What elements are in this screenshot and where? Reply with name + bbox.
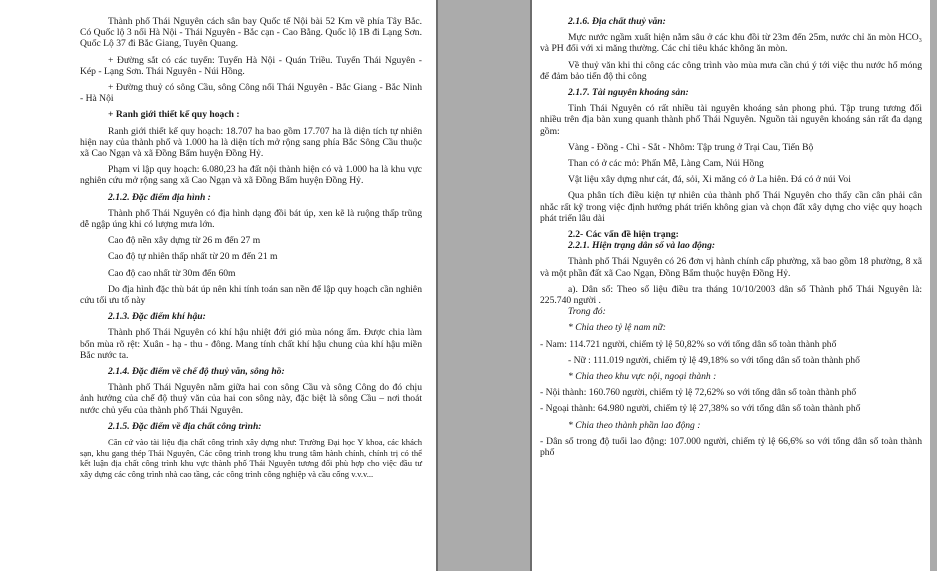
- paragraph: Phạm vi lập quy hoạch: 6.080,23 ha đất nội thành hiện có và 1.000 ha là khu vực nghiên cứu mở rộng sang xã Cao Ngạn và xã Đồng Bẩm huyện Đồng Hỷ.: [80, 164, 422, 187]
- paragraph: Qua phân tích điều kiện tự nhiên của thành phố Thái Nguyên cho thấy cần cân phải cân nhắc rất kỹ trong việc định hướng phát triển không gian và chọn đất xây dựng cho việc quy hoạch phát triển lâu dài: [540, 190, 922, 224]
- paragraph: Thành phố Thái Nguyên cách sân bay Quốc tế Nội bài 52 Km về phía Tây Bắc. Có Quốc lộ 3 nối Hà Nội - Thái Nguyên - Bắc cạn - Cao Bằng. Quốc lộ 1B đi Lạng Sơn. Quốc Lộ 37 đi Bắc Giang, Tuyên Quang.: [80, 16, 422, 50]
- list-item: Cao độ nền xây dựng từ 26 m đến 27 m: [108, 235, 261, 247]
- paragraph: + Đường thuỷ có sông Cầu, sông Công nối Thái Nguyên - Bắc Giang - Bắc Ninh - Hà Nội: [80, 82, 422, 105]
- paragraph: Mực nước ngầm xuất hiện nằm sâu ở các khu đồi từ 23m đến 25m, nước chỉ ăn mòn HCO₃ và PH đối với xi măng thường. Các chỉ tiêu khác không ăn mòn.: [540, 32, 922, 55]
- section-heading: 2.1.7. Tài nguyên khoáng sản:: [568, 87, 689, 99]
- paragraph: Trong đó:: [568, 306, 606, 318]
- paragraph: Vàng - Đồng - Chì - Sắt - Nhôm: Tập trung ở Trại Cau, Tiến Bộ: [568, 141, 814, 153]
- page-content: [540, 16, 922, 458]
- section-heading: 2.1.5. Đặc điểm về địa chất công trình:: [108, 420, 262, 432]
- subheading: * Chia theo tỷ lệ nam nữ:: [568, 322, 666, 334]
- list-item: - Ngoại thành: 64.980 người, chiếm tỷ lệ 27,38% so với tổng dân số toàn thành phố: [540, 403, 861, 415]
- paragraph: Thành phố Thái Nguyên có địa hình dạng đồi bát úp, xen kẽ là ruộng thấp trũng dễ ngập úng khi có lượng mưa lớn.: [80, 207, 422, 231]
- paragraph: Ranh giới thiết kế quy hoạch: 18.707 ha bao gồm 17.707 ha là diện tích tự nhiên hiện nay của thành phố và 1.000 ha là diện tích mở rộng sang phía Bắc Sông Cầu thuộc xã Cao Ngạn và xã Đồng Bẩm huyện Đồng Hỷ.: [80, 125, 422, 160]
- paragraph: Về thuỷ văn khi thi công các công trình vào mùa mưa cần chú ý tới việc thu nước hố móng để đảm bảo tiến độ thi công: [540, 59, 922, 82]
- list-item: - Dân số trong độ tuổi lao động: 107.000 người, chiếm tỷ lệ 66,6% so với tổng dân số toàn thành phố: [540, 435, 922, 459]
- paragraph: + Đường sắt có các tuyến: Tuyến Hà Nội - Quán Triều. Tuyến Thái Nguyên - Kép - Lạng Sơn. Thái Nguyên - Núi Hồng.: [80, 54, 422, 77]
- paragraph: Vật liệu xây dựng như cát, đá, sỏi, Xi măng có ở La hiên. Đá có ở núi Voi: [568, 174, 851, 186]
- section-heading: 2.2.1. Hiện trạng dân số và lao động:: [568, 240, 716, 252]
- document-page-right: [532, 0, 930, 571]
- paragraph: Thành phố Thái Nguyên nằm giữa hai con sông Cầu và sông Công do đó chịu ảnh hưởng của chế độ thuỷ văn của hai con sông này, đặc biệt là sông Cầu – nơi thoát nước chủ yếu của thành phố Thái Nguyên.: [80, 382, 422, 416]
- paragraph: Tỉnh Thái Nguyên có rất nhiều tài nguyên khoáng sản phong phú. Tập trung tương đối nhiều trên địa bàn xung quanh thành phố Thái Nguyên. Nguồn tài nguyên khoáng sản rất đa dạng gồm:: [540, 103, 922, 137]
- section-heading: 2.1.2. Đặc điểm địa hình :: [108, 191, 211, 203]
- page-content: [80, 16, 422, 479]
- paragraph: Thành phố Thái Nguyên có 26 đơn vị hành chính cấp phường, xã bao gồm 18 phường, 8 xã và một phần đất xã Cao Ngạn, Đồng Bẩm thuộc huyện Đồng Hỷ.: [540, 256, 922, 279]
- section-heading: + Ranh giới thiết kế quy hoạch :: [108, 109, 240, 121]
- list-item: - Nữ : 111.019 người, chiếm tỷ lệ 49,18% so với tổng dân số toàn thành phố: [568, 354, 860, 366]
- list-item: Cao độ cao nhất từ 30m đến 60m: [108, 267, 236, 279]
- subheading: * Chia theo khu vực nội, ngoại thành :: [568, 371, 717, 383]
- subheading: * Chia theo thành phần lao động :: [568, 419, 701, 431]
- section-heading: 2.1.3. Đặc điểm khí hậu:: [108, 311, 206, 323]
- paragraph: Do địa hình đặc thù bát úp nên khi tính toán san nền để lập quy hoạch cần nghiên cứu tối ưu tố này: [80, 283, 422, 307]
- section-heading: 2.1.4. Đặc điểm về chế độ thuỷ văn, sông hồ:: [108, 366, 285, 378]
- page-gutter: [436, 0, 532, 571]
- section-heading: 2.1.6. Địa chất thuỷ văn:: [568, 16, 666, 27]
- list-item: - Nam: 114.721 người, chiếm tỷ lệ 50,82% so với tổng dân số toàn thành phố: [540, 338, 837, 350]
- paragraph: Căn cứ vào tài liệu địa chất công trình xây dựng như: Trường Đại học Y khoa, các khách sạn, khu gang thép Thái Nguyên, Các công trình trong khu trung tâm hành chính, chính trị có thể kết luận địa chất công trình khu vực thành phố Thái Nguyên tương đối phù hợp cho việc đầu tư xây dựng các công trình nhà cao tầng, các công trình công nghiệp và cầu cống v.v.v...: [80, 437, 422, 479]
- list-item: - Nội thành: 160.760 người, chiếm tỷ lệ 72,62% so với tổng dân số toàn thành phố: [540, 387, 857, 399]
- list-item: Cao độ tự nhiên thấp nhất từ 20 m đến 21 m: [108, 251, 278, 263]
- document-page-left: [0, 0, 436, 571]
- paragraph: Thành phố Thái Nguyên có khí hậu nhiệt đới gió mùa nóng ẩm. Được chia làm bốn mùa rõ rệt: Xuân - hạ - thu - đông. Mang tính chất khí hậu chung của khí hậu miền Bắc nước ta.: [80, 327, 422, 361]
- section-heading: 2.2- Các vấn đề hiện trạng:: [568, 229, 679, 241]
- paragraph: Than có ở các mỏ: Phấn Mễ, Làng Cam, Núi Hồng: [568, 158, 764, 170]
- paragraph: a). Dân số: Theo số liệu điều tra tháng 10/10/2003 dân số Thành phố Thái Nguyên là: 225.740 người .: [540, 283, 922, 307]
- gutter-edge: [436, 0, 438, 571]
- window-edge: [930, 0, 937, 571]
